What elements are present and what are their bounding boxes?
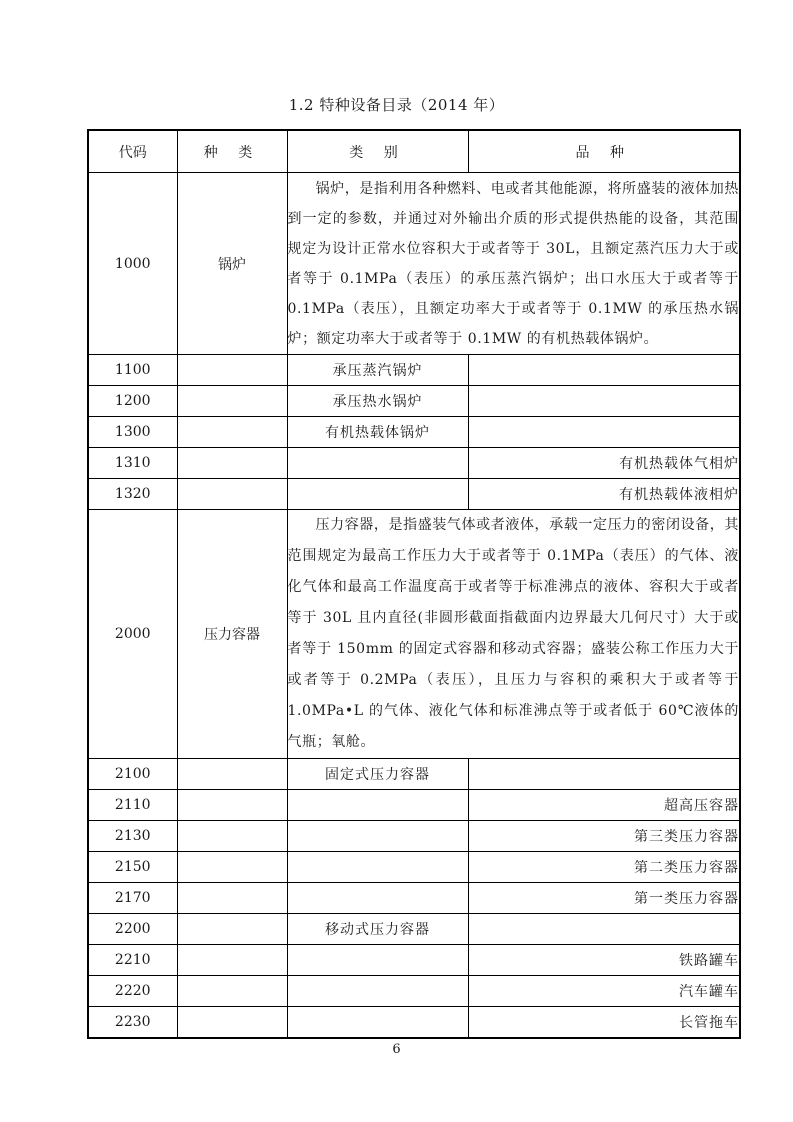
kind-cell (177, 386, 287, 417)
code-cell: 1100 (88, 355, 177, 386)
description-cell: 锅炉，是指利用各种燃料、电或者其他能源，将所盛装的液体加热到一定的参数，并通过对外输出介质的形式提供热能的设备，其范围规定为设计正常水位容积大于或者等于 30L，且额定蒸汽压力大于或者等于 0.1MPa（表压）的承压蒸汽锅炉；出口水压大于或者等于 0.1MPa（表压），且额定功率大于或者等于 0.1MW 的承压热水锅炉；额定功率大于或者等于 0.1MW 的有机热载体锅炉。 (287, 173, 740, 355)
variety-cell (468, 417, 740, 448)
table-row (88, 759, 740, 790)
code-cell: 2110 (88, 790, 177, 821)
table-row (88, 976, 740, 1007)
variety-cell: 汽车罐车 (468, 976, 740, 1007)
variety-cell: 超高压容器 (468, 790, 740, 821)
variety-cell: 第一类压力容器 (468, 883, 740, 914)
code-cell: 2000 (88, 510, 177, 759)
table-row (88, 790, 740, 821)
category-cell (287, 479, 468, 510)
code-cell: 2100 (88, 759, 177, 790)
kind-cell (177, 883, 287, 914)
category-cell (287, 945, 468, 976)
category-cell: 有机热载体锅炉 (287, 417, 468, 448)
category-cell (287, 821, 468, 852)
category-cell: 固定式压力容器 (287, 759, 468, 790)
kind-cell (177, 914, 287, 945)
variety-cell: 长管拖车 (468, 1007, 740, 1039)
table-row (88, 173, 740, 355)
table-row (88, 914, 740, 945)
table-row (88, 355, 740, 386)
variety-cell (468, 386, 740, 417)
header-kind: 种 类 (177, 130, 287, 173)
equipment-catalog-table (87, 129, 741, 1039)
kind-cell (177, 945, 287, 976)
variety-cell: 第二类压力容器 (468, 852, 740, 883)
kind-cell (177, 417, 287, 448)
code-cell: 2220 (88, 976, 177, 1007)
code-cell: 1200 (88, 386, 177, 417)
code-cell: 1310 (88, 448, 177, 479)
category-cell (287, 448, 468, 479)
kind-cell (177, 448, 287, 479)
category-cell (287, 976, 468, 1007)
category-cell: 承压蒸汽锅炉 (287, 355, 468, 386)
variety-cell: 第三类压力容器 (468, 821, 740, 852)
code-cell: 1000 (88, 173, 177, 355)
kind-cell (177, 759, 287, 790)
header-code: 代码 (88, 130, 177, 173)
kind-cell (177, 479, 287, 510)
code-cell: 1320 (88, 479, 177, 510)
code-cell: 2200 (88, 914, 177, 945)
table-row (88, 386, 740, 417)
table-header-row (88, 130, 740, 173)
table-row (88, 852, 740, 883)
category-cell (287, 790, 468, 821)
table-row (88, 510, 740, 759)
code-cell: 2170 (88, 883, 177, 914)
kind-cell (177, 790, 287, 821)
variety-cell: 铁路罐车 (468, 945, 740, 976)
page-number: 6 (392, 1042, 401, 1057)
category-cell (287, 883, 468, 914)
variety-cell (468, 355, 740, 386)
category-cell: 承压热水锅炉 (287, 386, 468, 417)
code-cell: 1300 (88, 417, 177, 448)
category-cell (287, 1007, 468, 1039)
code-cell: 2230 (88, 1007, 177, 1039)
variety-cell (468, 914, 740, 945)
table-row (88, 883, 740, 914)
table-row (88, 945, 740, 976)
kind-cell (177, 355, 287, 386)
table-row (88, 821, 740, 852)
variety-cell: 有机热载体液相炉 (468, 479, 740, 510)
category-cell: 移动式压力容器 (287, 914, 468, 945)
kind-cell (177, 1007, 287, 1039)
header-variety: 品 种 (468, 130, 740, 173)
header-category: 类 别 (287, 130, 468, 173)
variety-cell (468, 759, 740, 790)
category-cell (287, 852, 468, 883)
code-cell: 2210 (88, 945, 177, 976)
kind-cell (177, 821, 287, 852)
variety-cell: 有机热载体气相炉 (468, 448, 740, 479)
kind-cell: 锅炉 (177, 173, 287, 355)
table-row (88, 479, 740, 510)
description-cell: 压力容器，是指盛装气体或者液体，承载一定压力的密闭设备，其范围规定为最高工作压力大于或者等于 0.1MPa（表压）的气体、液化气体和最高工作温度高于或者等于标准沸点的液体、容积大于或者等于 30L 且内直径(非圆形截面指截面内边界最大几何尺寸）大于或者等于 150mm 的固定式容器和移动式容器；盛装公称工作压力大于或者等于 0.2MPa（表压），且压力与容积的乘积大于或者等于 1.0MPa•L 的气体、液化气体和标准沸点等于或者低于 60℃液体的气瓶；氧舱。 (287, 510, 740, 759)
kind-cell: 压力容器 (177, 510, 287, 759)
document-title: 1.2 特种设备目录（2014 年） (288, 96, 505, 114)
kind-cell (177, 976, 287, 1007)
code-cell: 2130 (88, 821, 177, 852)
kind-cell (177, 852, 287, 883)
table-row (88, 1007, 740, 1039)
code-cell: 2150 (88, 852, 177, 883)
table-row (88, 448, 740, 479)
table-row (88, 417, 740, 448)
